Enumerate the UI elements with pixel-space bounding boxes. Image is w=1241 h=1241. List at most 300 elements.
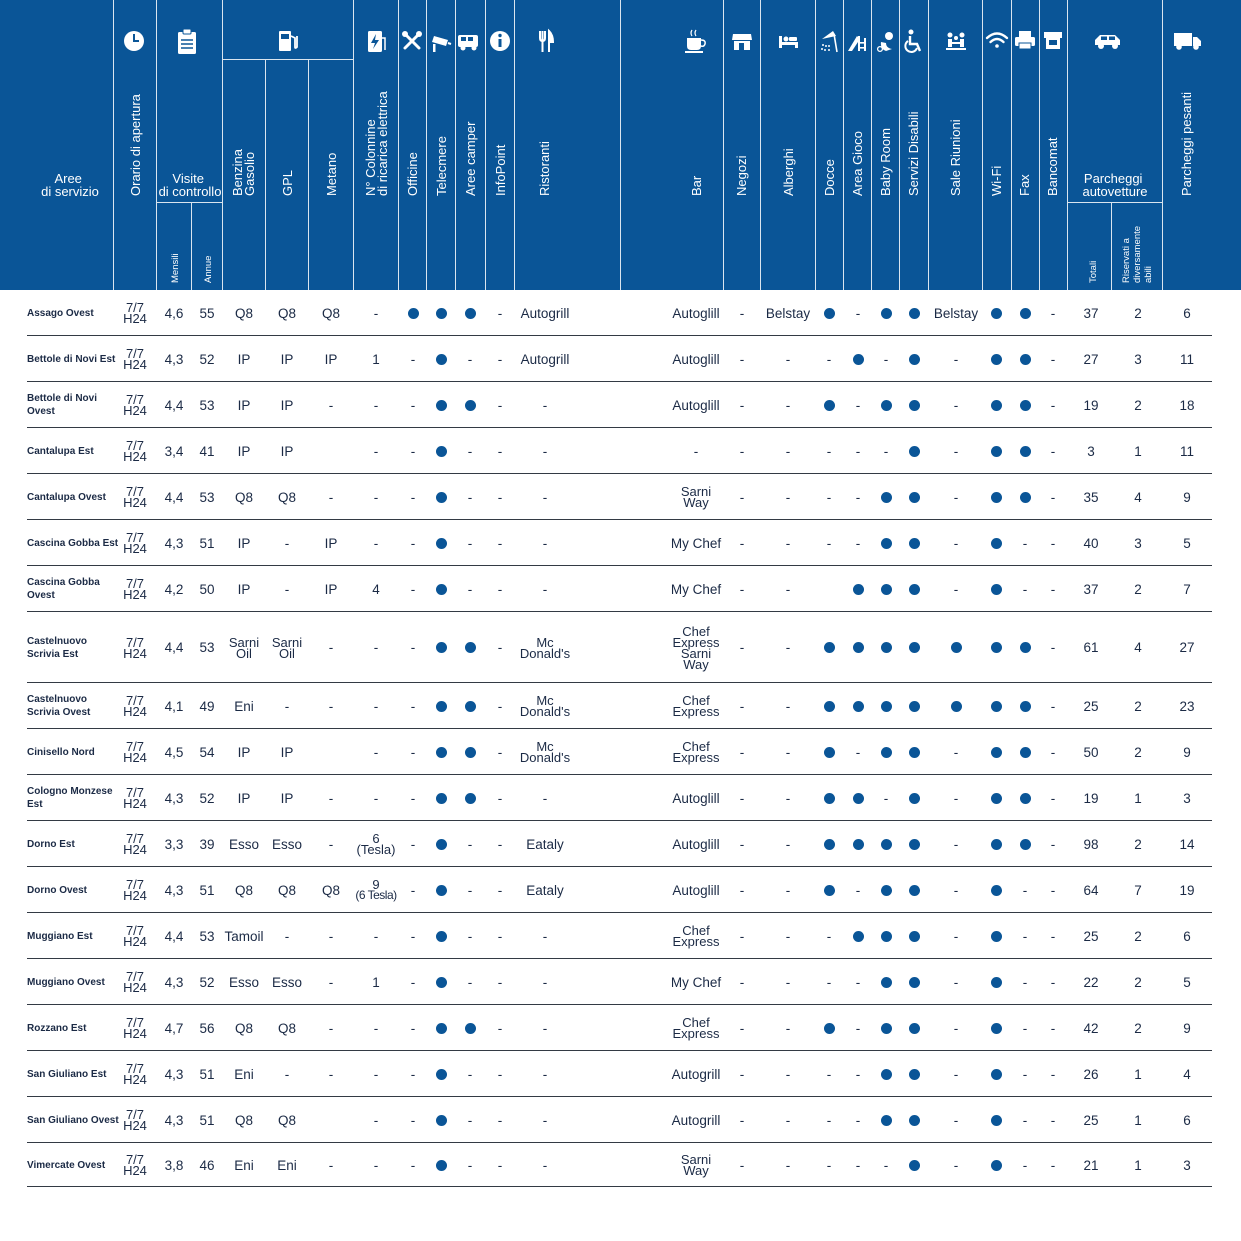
available-dot [991,885,1002,896]
infopoint-cell: - [497,836,503,852]
gioco-cell [845,683,872,729]
colonnine-cell: 4 [372,581,380,597]
disabili-cell [901,775,928,821]
available-dot [436,977,447,988]
available-dot [909,492,920,503]
pesanti-cell: 6 [1183,305,1191,321]
totali-cell: 19 [1083,397,1099,413]
fax-cell [1012,612,1039,683]
metano-cell: IP [324,351,338,367]
riservati-cell: 2 [1134,836,1142,852]
fax-cell [1012,428,1039,474]
camper-cell [456,729,484,775]
riservati-cell: 2 [1134,1020,1142,1036]
alberghi-cell: - [785,974,791,990]
pesanti-cell: 23 [1179,698,1195,714]
available-dot [881,538,892,549]
camper-cell [456,775,484,821]
pesanti-cell: 5 [1183,974,1191,990]
benzina-cell: Eni [234,1066,254,1082]
orario-cell: 7/7 H24 [123,1152,147,1178]
docce-cell: - [826,489,832,505]
metano-cell [309,1097,353,1143]
gpl-label: GPL [280,169,295,196]
available-dot [909,793,920,804]
available-dot [881,701,892,712]
available-dot [991,931,1002,942]
mensili-label: Mensili [170,253,181,283]
metano-cell [309,729,353,775]
gioco-cell [845,612,872,683]
annue-cell: 46 [199,1157,215,1173]
gpl-cell: Q8 [277,1020,296,1036]
bar-cell: Chef Express Sarni Way [672,623,720,672]
benzina-cell: Q8 [234,305,253,321]
negozi-cell: - [739,1112,745,1128]
bancomat-cell: - [1050,882,1056,898]
colonnine-cell: - [373,305,379,321]
alberghi-cell: - [785,640,791,655]
infopoint-cell: - [497,535,503,551]
negozi-cell: - [739,397,745,413]
annue-cell: 52 [199,351,215,367]
bar-cell: My Chef [670,535,722,551]
alberghi-cell: - [785,1157,791,1173]
bar-cell: Chef Express [672,1015,720,1041]
gioco-cell [845,821,872,867]
baby-cell [873,867,900,913]
gioco-cell: - [855,974,861,990]
totali-cell: 42 [1083,1020,1099,1036]
officine-cell: - [410,698,416,714]
riservati-cell: 1 [1134,790,1142,806]
annue-cell: 51 [199,535,215,551]
disabili-cell [901,1097,928,1143]
orario-cell: 7/7 H24 [123,300,147,326]
telecmere-cell [427,566,455,612]
metano-cell: Q8 [321,882,340,898]
officine-cell: - [410,535,416,551]
gpl-cell: Q8 [277,305,296,321]
available-dot [824,1023,835,1034]
coffee-cup-icon [685,30,705,53]
available-dot [465,701,476,712]
gioco-cell: - [855,397,861,413]
gpl-cell: - [284,1066,290,1082]
available-dot [991,538,1002,549]
available-dot [881,1023,892,1034]
available-dot [824,747,835,758]
totali-cell: 27 [1083,351,1099,367]
available-dot [991,354,1002,365]
orario-cell: 7/7 H24 [123,530,147,556]
telecmere-cell [427,821,455,867]
ristoranti-cell: - [542,1066,548,1082]
available-dot [853,642,864,653]
available-dot [909,584,920,595]
fax-cell [1012,474,1039,520]
mensili-cell: 4,7 [164,1020,184,1036]
infopoint-cell: - [497,351,503,367]
wifi-cell [983,775,1010,821]
bancomat-cell: - [1050,836,1056,852]
bancomat-cell: - [1050,698,1056,714]
wifi-cell [983,867,1010,913]
table-row [0,612,1241,683]
camper-cell: - [467,882,473,898]
baby-cell [873,959,900,1005]
camper-cell: - [467,928,473,944]
available-dot [909,400,920,411]
riunioni-cell: - [953,581,959,597]
camper-label: Aree camper [463,121,478,196]
truck-icon [1174,33,1201,50]
docce-label: Docce [822,159,837,196]
metano-label: Metano [324,152,339,196]
ristoranti-cell: Eataly [526,882,564,898]
camper-cell: - [467,836,473,852]
benzina-label: Benzina Gasolio [230,149,257,196]
disabili-label: Servizi Disabili [906,111,921,196]
fax-cell [1012,729,1039,775]
officine-cell: - [410,443,416,459]
metano-cell: - [328,790,334,806]
shop-icon [732,34,752,50]
infopoint-cell: - [497,1020,503,1036]
available-dot [909,642,920,653]
fax-cell [1012,821,1039,867]
table-row [0,775,1241,821]
available-dot [465,308,476,319]
available-dot [881,977,892,988]
annue-cell: 53 [199,640,215,655]
area-name: San Giuliano Est [27,1068,107,1080]
table-row [0,290,1241,336]
available-dot [991,446,1002,457]
table-row [0,520,1241,566]
table-row [0,382,1241,428]
wifi-cell [983,729,1010,775]
available-dot [824,839,835,850]
area-name: Dorno Ovest [27,884,88,896]
baby-cell [873,520,900,566]
pesanti-cell: 9 [1183,489,1191,505]
area-name: Cantalupa Est [27,445,94,457]
bancomat-cell: - [1050,1112,1056,1128]
infopoint-cell: - [497,744,503,760]
annue-cell: 49 [199,698,215,714]
benzina-cell: IP [237,744,251,760]
available-dot [909,839,920,850]
available-dot [909,747,920,758]
docce-cell: - [826,1066,832,1082]
baby-cell: - [883,443,889,459]
mensili-cell: 4,3 [164,1066,184,1082]
available-dot [1020,701,1031,712]
baby-icon [878,32,893,51]
camper-cell [456,612,484,683]
orario-cell: 7/7 H24 [123,484,147,510]
infopoint-cell: - [497,1112,503,1128]
pesanti-cell: 3 [1183,790,1191,806]
negozi-cell: - [739,698,745,714]
baby-cell [873,729,900,775]
annue-cell: 53 [199,489,215,505]
shower-icon [821,31,837,52]
bancomat-cell: - [1050,305,1056,321]
available-dot [436,885,447,896]
printer-icon [1015,31,1035,49]
riservati-cell: 2 [1134,744,1142,760]
benzina-cell: IP [237,535,251,551]
pesanti-cell: 7 [1183,581,1191,597]
baby-cell [873,683,900,729]
atm-icon [1044,32,1062,49]
riunioni-cell: - [953,489,959,505]
ev-charger-icon [368,31,385,52]
bar-cell: Autoglill [672,790,720,806]
docce-cell: - [826,1112,832,1128]
available-dot [436,446,447,457]
available-dot [881,885,892,896]
pesanti-label: Parcheggi pesanti [1179,91,1194,196]
alberghi-cell: - [785,581,791,597]
pesanti-cell: 9 [1183,744,1191,760]
ristoranti-cell: - [542,928,548,944]
metano-cell: - [328,489,334,505]
infopoint-label: InfoPoint [493,144,508,196]
benzina-cell: Esso [228,974,259,990]
available-dot [909,1115,920,1126]
riservati-cell: 2 [1134,974,1142,990]
metano-cell: - [328,698,334,714]
available-dot [909,1023,920,1034]
bar-cell: - [693,443,699,459]
mensili-cell: 4,4 [164,928,184,944]
available-dot [465,642,476,653]
table-row [0,566,1241,612]
wifi-cell [983,566,1010,612]
available-dot [909,308,920,319]
gpl-cell: Q8 [277,489,296,505]
telecmere-cell [427,683,455,729]
baby-cell: - [883,790,889,806]
available-dot [436,839,447,850]
alberghi-cell: - [785,744,791,760]
disabili-cell [901,867,928,913]
disabili-cell [901,1051,928,1097]
metano-cell: - [328,1020,334,1036]
pesanti-cell: 19 [1179,882,1195,898]
disabili-cell [901,428,928,474]
docce-cell [816,729,843,775]
camper-cell: - [467,489,473,505]
area-name: Bettole di Novi Est [27,353,116,365]
camper-cell [456,1005,484,1051]
benzina-cell: Q8 [234,489,253,505]
available-dot [991,400,1002,411]
available-dot [436,1160,447,1171]
bar-cell: Autogrill [671,1066,721,1082]
alberghi-cell: - [785,790,791,806]
camper-cell: - [467,443,473,459]
annue-cell: 55 [199,305,215,321]
table-row [0,336,1241,382]
available-dot [951,642,962,653]
available-dot [853,839,864,850]
camper-cell: - [467,1157,473,1173]
cctv-camera-icon [432,36,451,52]
negozi-cell: - [739,1157,745,1173]
gpl-cell: Sarni Oil [271,634,303,661]
riservati-label: Riservati a diversamente abili [1121,225,1154,283]
available-dot [991,584,1002,595]
fax-cell [1012,290,1039,336]
ristoranti-cell: Mc Donald's [519,739,571,765]
gioco-cell: - [855,1112,861,1128]
infopoint-cell: - [497,581,503,597]
baby-cell [873,566,900,612]
pesanti-cell: 11 [1179,351,1194,367]
camper-cell: - [467,1066,473,1082]
area-name: Castelnuovo Scrivia Ovest [27,694,91,718]
available-dot [909,701,920,712]
riservati-cell: 4 [1134,489,1142,505]
table-row [0,683,1241,729]
bar-label: Bar [689,175,704,196]
orario-cell: 7/7 H24 [123,634,147,661]
orario-cell: 7/7 H24 [123,831,147,857]
orario-label: Orario di apertura [128,94,143,196]
telecmere-cell [427,382,455,428]
mensili-cell: 4,4 [164,489,184,505]
wheelchair-icon [905,30,920,52]
gpl-cell: IP [280,443,294,459]
annue-cell: 50 [199,581,215,597]
totali-cell: 25 [1083,698,1099,714]
mensili-cell: 4,5 [164,744,184,760]
available-dot [853,793,864,804]
table-row [0,474,1241,520]
colonnine-cell: 1 [372,351,380,367]
mensili-cell: 4,3 [164,882,184,898]
orario-cell: 7/7 H24 [123,576,147,602]
gpl-cell: - [284,698,290,714]
gioco-cell [845,336,872,382]
wifi-cell [983,1005,1010,1051]
available-dot [991,1069,1002,1080]
wifi-cell [983,959,1010,1005]
disabili-cell [901,913,928,959]
totali-cell: 50 [1083,744,1099,760]
available-dot [951,701,962,712]
benzina-cell: Q8 [234,882,253,898]
infopoint-cell: - [497,1157,503,1173]
negozi-cell: - [739,640,745,655]
available-dot [881,642,892,653]
available-dot [465,400,476,411]
aree-label: Aree di servizio [41,171,99,199]
table-row [0,1143,1241,1187]
area-name: Cascina Gobba Est [27,537,119,549]
table-row [0,1005,1241,1051]
riunioni-cell: - [953,1112,959,1128]
baby-cell [873,1005,900,1051]
bar-cell: Autoglill [672,305,720,321]
orario-cell: 7/7 H24 [123,1061,147,1087]
annue-cell: 51 [199,1066,215,1082]
bar-cell: Autoglill [672,351,720,367]
benzina-cell: Sarni Oil [228,634,260,661]
ristoranti-cell: - [542,790,548,806]
mensili-cell: 4,1 [164,698,184,714]
fax-cell: - [1022,882,1028,898]
docce-cell [816,290,843,336]
docce-cell [816,775,843,821]
officine-cell: - [410,882,416,898]
gpl-cell: Esso [271,836,302,852]
available-dot [436,793,447,804]
alberghi-cell: - [785,489,791,505]
negozi-cell: - [739,535,745,551]
colonnine-cell: - [373,790,379,806]
wifi-cell [983,1051,1010,1097]
available-dot [436,747,447,758]
colonnine-cell: - [373,698,379,714]
wifi-cell [983,474,1010,520]
table-row [0,821,1241,867]
mensili-cell: 3,8 [164,1157,184,1173]
annue-cell: 51 [199,882,215,898]
gioco-cell: - [855,882,861,898]
negozi-cell: - [739,581,745,597]
colonnine-cell: - [373,397,379,413]
pesanti-cell: 27 [1179,640,1195,655]
area-name: San Giuliano Ovest [27,1114,119,1126]
bar-cell: My Chef [670,974,722,990]
totali-cell: 25 [1083,1112,1099,1128]
gioco-cell: - [855,535,861,551]
docce-cell: - [826,535,832,551]
car-icon [1095,35,1120,49]
benzina-cell: IP [237,443,251,459]
orario-cell: 7/7 H24 [123,969,147,995]
bancomat-cell: - [1050,1020,1056,1036]
wifi-cell [983,520,1010,566]
wifi-cell [983,683,1010,729]
orario-cell: 7/7 H24 [123,346,147,372]
clock-icon [124,31,144,51]
fax-cell [1012,382,1039,428]
totali-cell: 25 [1083,928,1099,944]
totali-cell: 98 [1083,836,1099,852]
ristoranti-cell: - [542,974,548,990]
riunioni-cell: - [953,836,959,852]
infopoint-cell: - [497,443,503,459]
telecmere-cell [427,1143,455,1187]
wifi-icon [987,34,1007,48]
colonnine-cell: - [373,928,379,944]
baby-cell [873,1051,900,1097]
available-dot [881,1115,892,1126]
fax-cell [1012,336,1039,382]
mensili-cell: 4,4 [164,397,184,413]
gioco-cell [845,913,872,959]
annue-cell: 52 [199,790,215,806]
annue-cell: 53 [199,397,215,413]
alberghi-cell: - [785,1020,791,1036]
docce-cell [816,821,843,867]
